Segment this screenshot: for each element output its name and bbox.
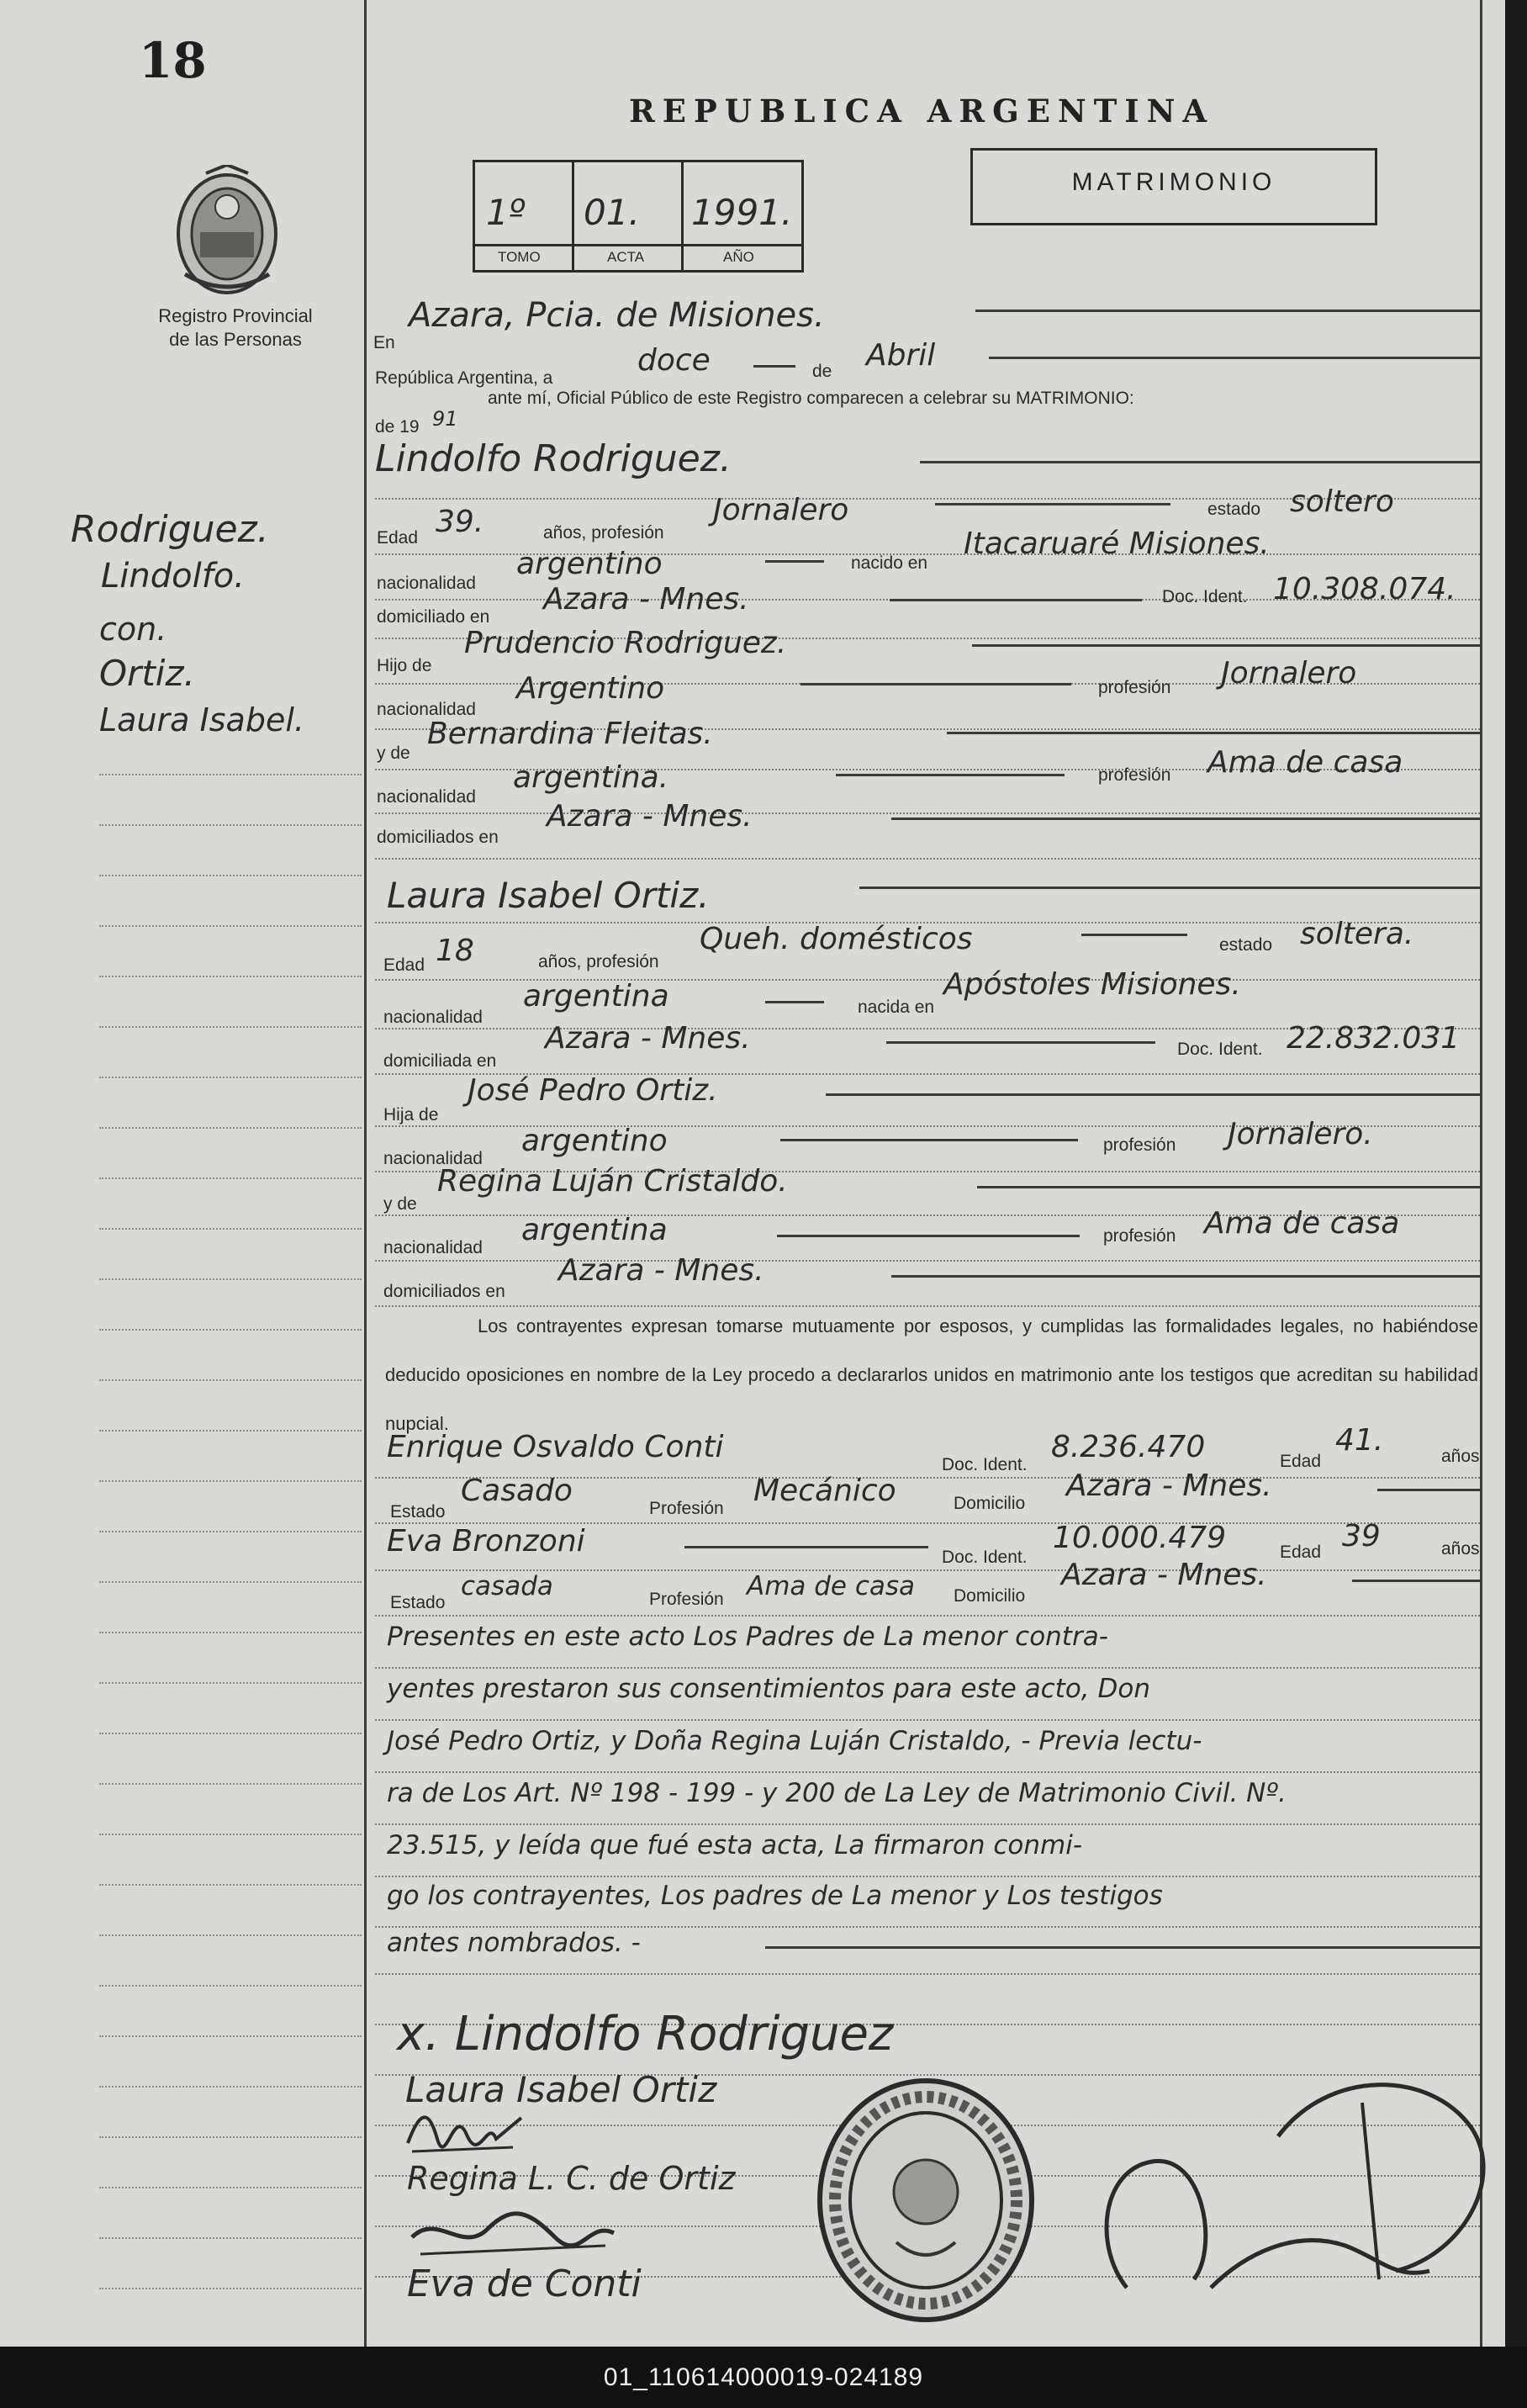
anio-value: 1991. [691, 192, 793, 233]
dotted-line [375, 1719, 1480, 1721]
witness2-doc-label: Doc. Ident. [942, 1548, 1028, 1567]
observation-line: go los contrayentes, Los padres de La menor y Los testigos [387, 1881, 1163, 1911]
fill-line [935, 503, 1170, 505]
observation-line: ra de Los Art. Nº 198 - 199 - y 200 de La Ley de Matrimonio Civil. Nº. [387, 1778, 1287, 1808]
witness1-age: 41. [1335, 1423, 1384, 1458]
bride-domiciliados-label: domiciliados en [383, 1282, 505, 1301]
fill-line [890, 599, 1142, 601]
dotted-line [375, 1615, 1480, 1617]
witness2-edad-label: Edad [1280, 1543, 1322, 1562]
observation-line: antes nombrados. - [387, 1928, 641, 1958]
dotted-line [375, 858, 1480, 860]
fill-line [800, 683, 1071, 685]
bride-mother: Regina Luján Cristaldo. [437, 1164, 788, 1199]
groom-birthplace: Itacaruaré Misiones. [964, 527, 1270, 561]
record-box-rule [473, 244, 801, 246]
country-title: REPUBLICA ARGENTINA [629, 93, 1215, 130]
document-id: 01_110614000019-024189 [0, 2347, 1527, 2408]
observation-line: Presentes en este acto Los Padres de La menor contra- [387, 1622, 1108, 1652]
bride-birthplace: Apóstoles Misiones. [943, 967, 1241, 1002]
margin-line [99, 1278, 362, 1280]
margin-line [99, 2288, 362, 2289]
republica-label: República Argentina, a [375, 368, 553, 388]
bride-doc: 22.832.031 [1287, 1021, 1461, 1056]
fill-line [765, 1001, 824, 1003]
fill-line [891, 818, 1480, 820]
dotted-line [375, 1973, 1480, 1975]
fill-line [1377, 1489, 1480, 1491]
margin-note-line: Lindolfo. [101, 557, 245, 595]
dotted-line [375, 1876, 1480, 1877]
anio-label: AÑO [723, 249, 754, 265]
groom-doc: 10.308.074. [1273, 572, 1456, 606]
fill-line [859, 886, 1480, 889]
bride-mother-nationality: argentina [521, 1213, 668, 1247]
signature-father-scribble [404, 2101, 530, 2160]
margin-line [99, 875, 362, 876]
witness2-domicile: Azara - Mnes. [1061, 1558, 1267, 1592]
groom-mother-profession: Ama de casa [1207, 745, 1403, 780]
groom-domicilio-label: domiciliado en [377, 607, 490, 627]
margin-line [99, 1379, 362, 1381]
bride-father: José Pedro Ortiz. [468, 1073, 718, 1108]
observation-line: José Pedro Ortiz, y Doña Regina Luján Cristaldo, - Previa lectu- [387, 1726, 1202, 1756]
fill-line [777, 1235, 1080, 1237]
bride-mother-prof-label: profesión [1103, 1226, 1176, 1246]
witness1-dom-label: Domicilio [954, 1494, 1026, 1513]
margin-line [99, 1884, 362, 1886]
marriage-year-suffix: 91 [432, 407, 458, 431]
groom-mother-nationality: argentina. [513, 760, 669, 795]
groom-father-profession: Jornalero [1221, 656, 1357, 691]
bride-father-profession: Jornalero. [1228, 1117, 1373, 1151]
margin-line [99, 2136, 362, 2138]
witness1-status: Casado [461, 1474, 573, 1508]
witness1-doc-label: Doc. Ident. [942, 1455, 1028, 1474]
groom-nacido-label: nacido en [851, 553, 928, 573]
record-box-divider-2 [681, 160, 684, 270]
ante-text: ante mí, Oficial Público de este Registro comparecen a celebrar su MATRIMONIO: [488, 389, 1134, 408]
margin-line [99, 1581, 362, 1583]
fill-line [920, 461, 1480, 463]
observation-line: yentes prestaron sus consentimientos para este acto, Don [387, 1674, 1150, 1704]
margin-line [99, 1834, 362, 1835]
registry-name: Registro Provincial de las Personas [158, 305, 313, 350]
margin-line [99, 1178, 362, 1179]
margin-line [99, 976, 362, 977]
de-label: de [812, 362, 832, 381]
fill-line [989, 357, 1480, 359]
signature-witness1-scribble [404, 2195, 622, 2262]
page-number: 18 [139, 32, 207, 89]
margin-line [99, 2187, 362, 2188]
margin-line [99, 925, 362, 927]
margin-rule [364, 0, 367, 2347]
groom-profession: Jornalero [713, 493, 849, 527]
margin-line [99, 824, 362, 826]
groom-mother-prof-label: profesión [1098, 765, 1171, 785]
margin-line [99, 1985, 362, 1987]
bride-parents-domicile: Azara - Mnes. [558, 1253, 764, 1288]
fill-line [972, 644, 1480, 647]
bride-nacida-label: nacida en [858, 998, 935, 1017]
fill-line [977, 1186, 1480, 1188]
margin-line [99, 2035, 362, 2037]
groom-father-prof-label: profesión [1098, 678, 1171, 697]
fill-line [765, 1946, 1480, 1949]
groom-mother: Bernardina Fleitas. [427, 717, 713, 751]
bride-nat-label: nacionalidad [383, 1008, 483, 1027]
groom-name: Lindolfo Rodriguez. [375, 437, 732, 480]
marriage-day: doce [637, 343, 711, 378]
signature-groom: x. Lindolfo Rodriguez [397, 2007, 894, 2061]
margin-line [99, 1934, 362, 1936]
bride-name: Laura Isabel Ortiz. [387, 875, 710, 916]
margin-note-line: Laura Isabel. [99, 701, 304, 738]
groom-domicile: Azara - Mnes. [543, 582, 749, 617]
groom-father-nationality: Argentino [516, 671, 665, 706]
witness2-dom-label: Domicilio [954, 1586, 1026, 1606]
declaration-text: Los contrayentes expresan tomarse mutuamente por esposos, y cumplidas las formalidades legales, no habiéndose deducido oposiciones en nombre de la Ley procedo a declararlos unidos en matrimonio ante los testigos que acreditan su habilidad nupcial. [385, 1315, 1478, 1434]
groom-yde-label: y de [377, 744, 410, 763]
margin-line [99, 1682, 362, 1684]
bride-mother-profession: Ama de casa [1204, 1206, 1400, 1241]
groom-parents-domicile: Azara - Mnes. [547, 799, 753, 834]
witness2-status: casada [461, 1571, 553, 1601]
record-box-divider-1 [572, 160, 574, 270]
witness2-age: 39 [1342, 1519, 1381, 1553]
bride-doc-label: Doc. Ident. [1177, 1040, 1263, 1059]
witness2-prof-label: Profesión [649, 1590, 724, 1609]
groom-nat-label: nacionalidad [377, 574, 476, 593]
bride-hija-label: Hija de [383, 1105, 439, 1125]
witness2-profession: Ama de casa [747, 1571, 916, 1601]
dotted-line [375, 1823, 1480, 1825]
groom-anos-label: años, profesión [543, 523, 664, 542]
bride-yde-label: y de [383, 1194, 417, 1214]
fill-line [891, 1275, 1480, 1278]
fill-line [765, 560, 824, 563]
bride-father-nationality: argentino [521, 1124, 668, 1158]
acta-value: 01. [584, 192, 640, 233]
margin-line [99, 2237, 362, 2239]
fill-line [753, 365, 795, 368]
dotted-line [375, 1771, 1480, 1773]
observation-line: 23.515, y leída que fué esta acta, La firmaron conmi- [387, 1830, 1083, 1860]
groom-status: soltero [1290, 484, 1394, 519]
margin-line [99, 1733, 362, 1734]
margin-line [99, 1127, 362, 1129]
margin-line [99, 1783, 362, 1785]
margin-note-line: con. [99, 611, 167, 648]
bride-mother-nat-label: nacionalidad [383, 1238, 483, 1257]
witness2-anos-label: años [1441, 1539, 1480, 1559]
margin-line [99, 774, 362, 775]
bride-age: 18 [436, 934, 474, 968]
margin-line [99, 1480, 362, 1482]
fill-line [1352, 1580, 1480, 1582]
witness1-profession: Mecánico [753, 1474, 896, 1508]
bride-status: soltera. [1300, 917, 1414, 951]
witness1-edad-label: Edad [1280, 1452, 1322, 1471]
official-signature-scribble [1076, 2035, 1497, 2305]
bride-nationality: argentina [523, 979, 669, 1013]
witness1-name: Enrique Osvaldo Conti [387, 1430, 724, 1464]
witness2-name: Eva Bronzoni [387, 1524, 585, 1559]
fill-line [1081, 934, 1187, 936]
groom-hijo-label: Hijo de [377, 656, 432, 675]
witness1-prof-label: Profesión [649, 1499, 724, 1518]
bride-father-prof-label: profesión [1103, 1135, 1176, 1155]
groom-edad-label: Edad [377, 528, 419, 548]
margin-line [99, 1329, 362, 1331]
margin-line [99, 1228, 362, 1230]
witness1-domicile: Azara - Mnes. [1066, 1469, 1272, 1503]
fill-line [947, 732, 1480, 734]
bride-profession: Queh. domésticos [700, 922, 973, 956]
groom-doc-label: Doc. Ident. [1162, 587, 1248, 606]
coat-of-arms-icon [168, 165, 286, 299]
witness1-anos-label: años [1441, 1447, 1480, 1466]
groom-father: Prudencio Rodriguez. [464, 626, 787, 660]
fill-line [684, 1546, 928, 1548]
signature-bride: Laura Isabel Ortiz [405, 2069, 717, 2110]
bride-father-nat-label: nacionalidad [383, 1149, 483, 1168]
signature-mother: Regina L. C. de Ortiz [407, 2160, 736, 2197]
right-rule [1480, 0, 1482, 2347]
acta-label: ACTA [607, 249, 645, 265]
tomo-label: TOMO [498, 249, 541, 265]
dotted-line [375, 1667, 1480, 1669]
fill-line [780, 1139, 1078, 1141]
act-type: MATRIMONIO [1071, 168, 1276, 196]
witness1-doc: 8.236.470 [1051, 1430, 1206, 1464]
groom-estado-label: estado [1207, 500, 1261, 519]
groom-mother-nat-label: nacionalidad [377, 787, 476, 807]
de1991-label: de 19 [375, 417, 420, 437]
witness1-estado-label: Estado [390, 1502, 446, 1522]
margin-line [99, 1026, 362, 1028]
margin-line [99, 1077, 362, 1078]
bride-domicilio-label: domiciliada en [383, 1051, 497, 1071]
margin-note-line: Ortiz. [99, 653, 195, 694]
signature-witness2: Eva de Conti [407, 2262, 642, 2305]
fill-line [836, 774, 1065, 776]
bride-estado-label: estado [1219, 935, 1273, 955]
page-edge [1505, 0, 1527, 2347]
groom-nationality: argentino [516, 547, 663, 581]
bride-anos-label: años, profesión [538, 952, 659, 971]
fill-line [826, 1093, 1480, 1096]
groom-domiciliados-label: domiciliados en [377, 828, 499, 847]
margin-line [99, 1531, 362, 1532]
marriage-month: Abril [866, 338, 936, 373]
official-seal-icon [812, 2074, 1039, 2326]
margin-note-line: Rodriguez. [71, 508, 269, 551]
dotted-line [375, 1260, 1480, 1262]
fill-line [886, 1041, 1155, 1044]
en-label: En [373, 333, 395, 352]
witness2-doc: 10.000.479 [1053, 1521, 1227, 1555]
tomo-value: 1º [486, 192, 526, 233]
margin-line [99, 2086, 362, 2088]
margin-line [99, 1430, 362, 1432]
fill-line [975, 310, 1480, 312]
bride-edad-label: Edad [383, 955, 425, 975]
groom-age: 39. [436, 505, 484, 539]
margin-line [99, 1632, 362, 1633]
dotted-line [375, 812, 1480, 814]
bride-domicile: Azara - Mnes. [545, 1021, 751, 1056]
marriage-place: Azara, Pcia. de Misiones. [409, 296, 825, 335]
witness2-estado-label: Estado [390, 1593, 446, 1612]
groom-father-nat-label: nacionalidad [377, 700, 476, 719]
